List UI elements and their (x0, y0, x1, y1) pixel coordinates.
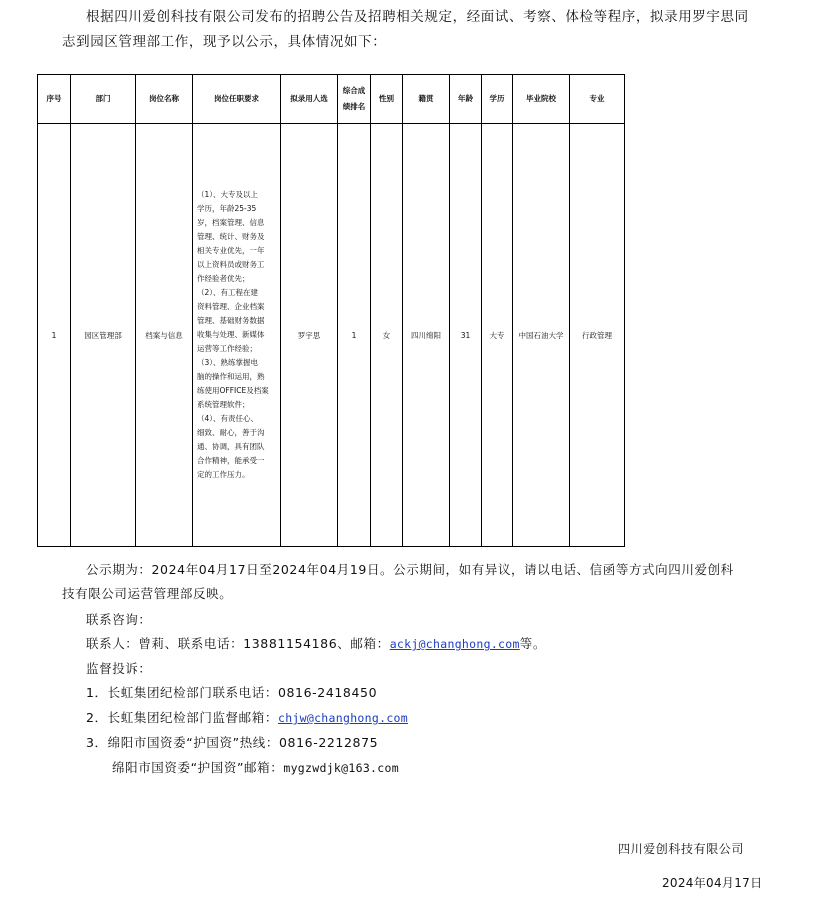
supervise-item-3b (112, 758, 399, 778)
table-row (38, 124, 625, 547)
contact-suffix: 等。 (519, 636, 546, 651)
requirement-line: 练使用OFFICE及档案 (197, 386, 269, 395)
requirement-line: 资料管理、企业档案 (197, 302, 265, 311)
cell-rank: 1 (338, 124, 371, 547)
cell-school: 中国石油大学 (513, 124, 570, 547)
requirement-line: 作经验者优先； (197, 274, 250, 283)
contact-line (86, 634, 546, 654)
header-gender: 性别 (371, 75, 403, 124)
header-education: 学历 (482, 75, 513, 124)
requirement-line: 管理、基础财务数据 (197, 316, 265, 325)
notice-period-line-2: 技有限公司运营管理部反映。 (62, 586, 233, 601)
publish-date: 2024年04月17日 (662, 876, 763, 890)
requirement-line: 管理、统计、财务及 (197, 232, 265, 241)
cell-requirements (193, 124, 281, 547)
contact-email-link[interactable]: ackj@changhong.com (389, 637, 520, 651)
header-position: 岗位名称 (136, 75, 193, 124)
recruitment-table (37, 74, 625, 547)
requirement-line: 以上资料员或财务工 (197, 260, 265, 269)
supervise-item-1: 1．长虹集团纪检部门联系电话：0816-2418450 (86, 685, 378, 700)
requirement-line: （4）、有责任心、 (197, 414, 259, 423)
cell-candidate: 罗宇思 (281, 124, 338, 547)
cell-education: 大专 (482, 124, 513, 547)
requirement-line: （2）、有工程在建 (197, 288, 259, 297)
requirement-line: 合作精神，能承受一 (197, 456, 265, 465)
company-signature: 四川爱创科技有限公司 (618, 842, 745, 856)
header-school: 毕业院校 (513, 75, 570, 124)
requirement-line: （1）、大专及以上 (197, 190, 259, 199)
header-candidate: 拟录用人选 (281, 75, 338, 124)
intro-line-1: 根据四川爱创科技有限公司发布的招聘公告及招聘相关规定，经面试、考察、体检等程序，拟录用罗宇思同 (86, 9, 749, 25)
header-rank: 综合成绩排名 (338, 75, 371, 124)
header-hometown: 籍贯 (403, 75, 450, 124)
notice-period-line-1: 公示期为：2024年04月17日至2024年04月19日。公示期间，如有异议，请以电话、信函等方式向四川爱创科 (86, 562, 734, 577)
intro-line-2: 志到园区管理部工作，现予以公示，具体情况如下： (62, 34, 387, 50)
requirement-line: 细致、耐心，善于沟 (197, 428, 265, 437)
table-header-row (38, 75, 625, 124)
cell-position: 档案与信息 (136, 124, 193, 547)
requirement-line: 脑的操作和运用，熟 (197, 372, 265, 381)
supervise-email-link[interactable]: chjw@changhong.com (277, 711, 408, 725)
supervise-item-2 (86, 708, 408, 728)
requirement-line: 学历，年龄25-35 (197, 204, 257, 213)
item2-prefix: 2．长虹集团纪检部门监督邮箱： (86, 710, 278, 725)
header-major: 专业 (570, 75, 625, 124)
cell-no: 1 (38, 124, 71, 547)
supervise-title: 监督投诉： (86, 661, 152, 676)
sasac-email: mygzwdjk@163.com (283, 761, 399, 775)
cell-age: 31 (450, 124, 482, 547)
header-age: 年龄 (450, 75, 482, 124)
requirement-line: 收集与处理、新媒体 (197, 330, 265, 339)
header-dept: 部门 (71, 75, 136, 124)
requirement-line: 定的工作压力。 (197, 470, 250, 479)
requirement-line: 通、协调，具有团队 (197, 442, 265, 451)
supervise-item-3: 3．绵阳市国资委“护国资”热线：0816-2212875 (86, 735, 379, 750)
header-requirements: 岗位任职要求 (193, 75, 281, 124)
contact-prefix: 联系人：曾莉、联系电话：13881154186、邮箱： (86, 636, 390, 651)
cell-gender: 女 (371, 124, 403, 547)
cell-dept: 园区管理部 (71, 124, 136, 547)
cell-hometown: 四川绵阳 (403, 124, 450, 547)
header-no: 序号 (38, 75, 71, 124)
requirement-line: 系统管理软件； (197, 400, 250, 409)
requirement-line: 岁，档案管理、信息 (197, 218, 265, 227)
requirement-line: （3）、熟练掌握电 (197, 358, 259, 367)
cell-major: 行政管理 (570, 124, 625, 547)
item3b-prefix: 绵阳市国资委“护国资”邮箱： (112, 760, 284, 775)
requirement-line: 运营等工作经验； (197, 344, 257, 353)
consult-title: 联系咨询： (86, 612, 152, 627)
requirement-line: 相关专业优先，一年 (197, 246, 265, 255)
